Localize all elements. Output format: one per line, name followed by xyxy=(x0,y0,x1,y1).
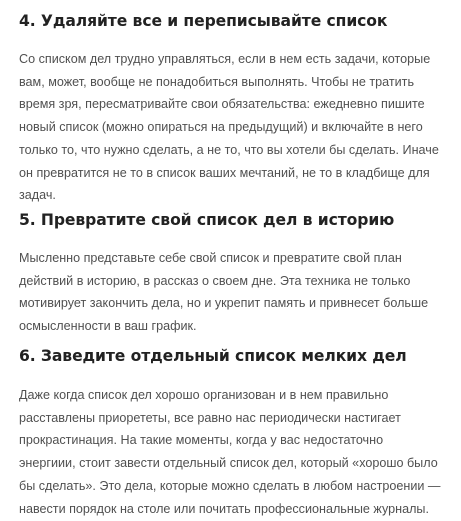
paragraph-line: Со списком дел трудно управляться, если в нем есть задачи, которые xyxy=(19,52,431,66)
paragraph-line: осмысленности в ваш график. xyxy=(19,319,197,334)
paragraph-line: Мысленно представьте себе свой список и превратите свой план xyxy=(19,251,402,265)
paragraph-line: время зря, пересматривайте свои обязательства: ежедневно пишите xyxy=(19,97,425,112)
paragraph-line: он превратится не то в список ваших мечтаний, не то в кладбище для xyxy=(19,165,430,180)
section-paragraph-6 xyxy=(19,384,440,520)
section-paragraph-4 xyxy=(19,48,439,207)
paragraph-line: Даже когда список дел хорошо организован и в нем правильно xyxy=(19,388,389,402)
paragraph-line: вам, может, вообще не понадобиться выполнять. Чтобы не тратить xyxy=(19,74,415,89)
paragraph-line: прокрастинация. На такие моменты, когда у вас недостаточно xyxy=(19,433,384,448)
paragraph-line: бы сделать». Это дела, которые можно сделать в любом настроении — xyxy=(19,478,441,493)
paragraph-line: новый список (можно опираться на предыдущий) и включайте в него xyxy=(19,120,423,135)
paragraph-line: навести порядок на столе или почитать профессиональные журналы. xyxy=(19,501,429,516)
paragraph-line: только то, что нужно сделать, а не то, что вы хотели бы сделать. Иначе xyxy=(19,142,439,157)
paragraph-line: расставлены приорететы, все равно нас периодически настигает xyxy=(19,410,401,425)
section-heading-6: 6. Заведите отдельный список мелких дел xyxy=(19,347,407,365)
section-heading-5: 5. Превратите свой список дел в историю xyxy=(19,211,395,229)
paragraph-line: действий в историю, в рассказ о своем дне. Эта техника не только xyxy=(19,273,411,288)
paragraph-line: энергиии, стоит завести отдельный список дел, который «хорошо было xyxy=(19,456,438,471)
section-paragraph-5 xyxy=(19,247,428,338)
paragraph-line: задач. xyxy=(19,188,56,203)
paragraph-line: мотивирует закончить дела, но и укрепит память и привнесет больше xyxy=(19,296,429,311)
section-heading-4: 4. Удаляйте все и переписывайте список xyxy=(19,12,388,30)
